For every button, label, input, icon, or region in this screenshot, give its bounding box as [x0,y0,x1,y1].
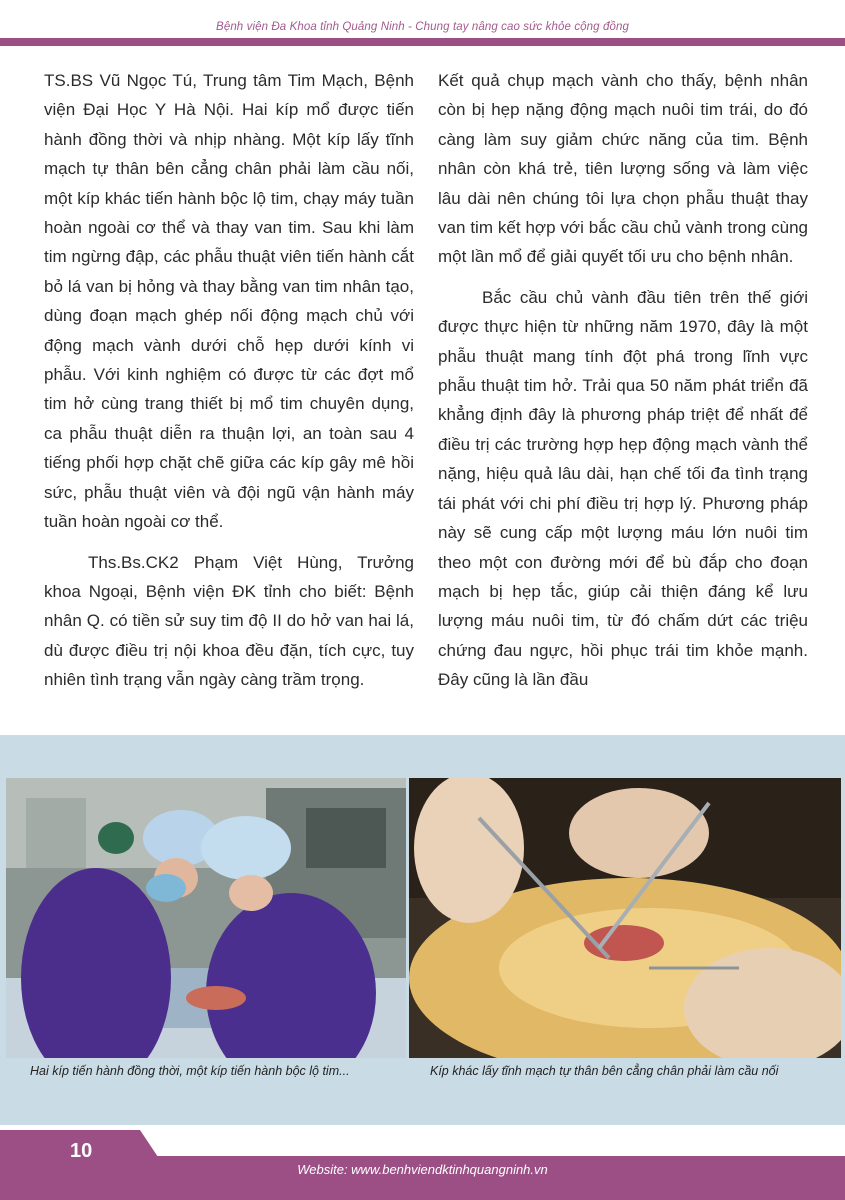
article-paragraph: Kết quả chụp mạch vành cho thấy, bệnh nhân còn bị hẹp nặng động mạch nuôi tim trái, do đó càng làm suy giảm chức năng của tim. Bệnh nhân còn khá trẻ, tiên lượng sống và làm việc lâu dài nên chúng tôi lựa chọn phẫu thuật thay van tim kết hợp với bắc cầu chủ vành trong cùng một lần mổ để giải quyết tối ưu cho bệnh nhân. [438,71,808,267]
article-left-column [44,66,414,695]
article-paragraph: TS.BS Vũ Ngọc Tú, Trung tâm Tim Mạch, Bệnh viện Đại Học Y Hà Nội. Hai kíp mổ được tiến hành đồng thời và nhịp nhàng. Một kíp lấy tĩnh mạch tự thân bên cẳng chân phải làm cầu nối, một kíp khác tiến hành bộc lộ tim, chạy máy tuần hoàn ngoài cơ thể và thay van tim. Sau khi làm tim ngừng đập, các phẫu thuật viên tiến hành cắt bỏ lá van bị hỏng và thay bằng van tim nhân tạo, dùng đoạn mạch ghép nối động mạch chủ với động mạch vành dưới chỗ hẹp dưới kính vi phẫu. Với kinh nghiệm có được từ các đợt mổ tim hở cùng trang thiết bị mổ tim chuyên dụng, ca phẫu thuật diễn ra thuận lợi, an toàn sau 4 tiếng phối hợp chặt chẽ giữa các kíp gây mê hồi sức, phẫu thuật viên và đội ngũ vận hành máy tuần hoàn ngoài cơ thể. [44,71,414,532]
surgery-team-photo [6,778,406,1058]
header-bar [0,38,845,46]
article-right-column [438,66,808,695]
photo-caption-left: Hai kíp tiến hành đồng thời, một kíp tiến hành bộc lộ tim... [30,1064,350,1078]
footer-website: Website: www.benhviendktinhquangninh.vn [297,1162,548,1177]
photo-caption-right: Kíp khác lấy tĩnh mạch tự thân bên cẳng chân phải làm cầu nối [430,1064,779,1078]
article-paragraph: Bắc cầu chủ vành đầu tiên trên thế giới được thực hiện từ những năm 1970, đây là một phẫu thuật mang tính đột phá trong lĩnh vực phẫu thuật tim hở. Trải qua 50 năm phát triển đã khẳng định đây là phương pháp triệt để nhất để điều trị các trường hợp hẹp động mạch vành thể nặng, hiệu quả lâu dài, hạn chế tối đa tình trạng tái phát với chi phí điều trị hợp lý. Phương pháp này sẽ cung cấp một lượng máu lớn nuôi tim theo một con đường mới để bù đắp cho đoạn mạch bị hẹp tắc, giúp cải thiện đáng kể lưu lượng máu nuôi tim, từ đó chấm dứt các triệu chứng đau ngực, hồi phục trái tim khỏe mạnh. Đây cũng là lần đầu [438,287,808,690]
article-paragraph: Ths.Bs.CK2 Phạm Việt Hùng, Trưởng khoa Ngoại, Bệnh viện ĐK tỉnh cho biết: Bệnh nhân Q. có tiền sử suy tim độ II do hở van hai lá, dù được điều trị nội khoa đều đặn, tích cực, tuy nhiên tình trạng vẫn ngày càng trầm trọng. [44,552,414,690]
page-number: 10 [70,1140,93,1162]
surgery-closeup-photo [409,778,841,1058]
header-title: Bệnh viện Đa Khoa tỉnh Quảng Ninh - Chung tay nâng cao sức khỏe cộng đồng [216,21,629,33]
